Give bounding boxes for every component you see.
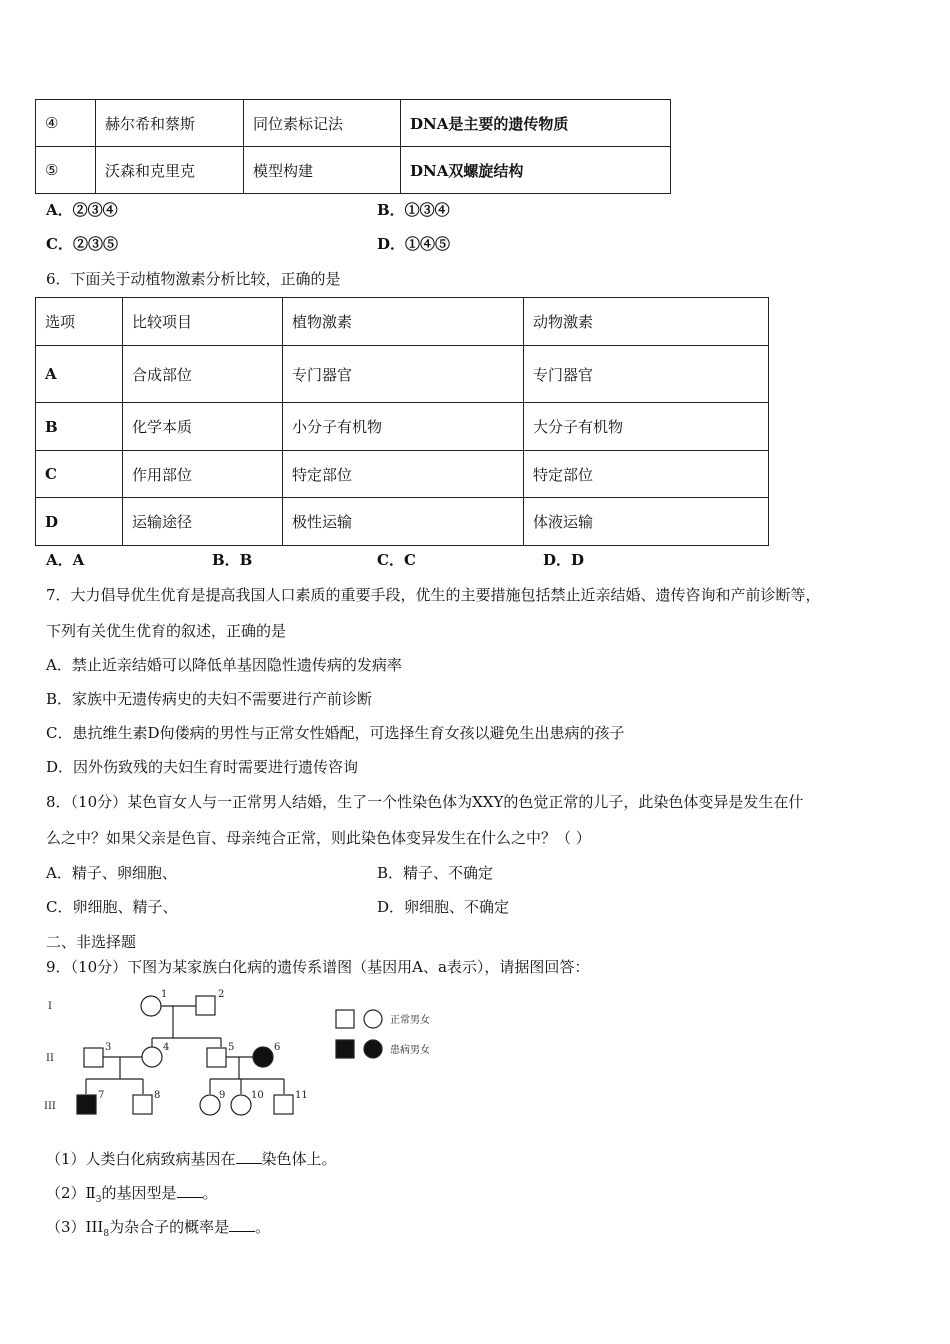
- table-row: [36, 498, 769, 546]
- pedigree-female-6-affected: [253, 1047, 273, 1067]
- table-header-cell: 动物激素: [524, 298, 769, 346]
- pedigree-male-7-affected: [77, 1095, 96, 1114]
- table-cell: ⑤: [36, 147, 96, 194]
- table-cell: 特定部位: [283, 451, 524, 498]
- table-q6: [35, 297, 769, 546]
- q6-option-c: C．C: [377, 551, 416, 569]
- table-cell: 体液运输: [524, 498, 769, 546]
- q5-option-a: A．②③④: [46, 201, 118, 219]
- q9-sub1-text-end: 染色体上。: [261, 1150, 337, 1168]
- member-number: 3: [105, 1042, 112, 1053]
- table-cell: 作用部位: [123, 451, 283, 498]
- q9-sub1: [46, 1148, 337, 1169]
- section-heading: 二、非选择题: [46, 933, 137, 951]
- q9-stem: 9．（10分）下图为某家族白化病的遗传系谱图（基因用A、a表示），请据图回答：: [46, 958, 590, 976]
- q9-sub2-text: （2）Ⅱ: [46, 1184, 96, 1202]
- member-number: 11: [295, 1090, 308, 1101]
- q7-option-a: A．禁止近亲结婚可以降低单基因隐性遗传病的发病率: [46, 656, 402, 674]
- q5-option-b: B．①③④: [377, 201, 450, 219]
- table-header-cell: 植物激素: [283, 298, 524, 346]
- answer-blank[interactable]: [236, 1149, 262, 1164]
- table-header-cell: 选项: [36, 298, 123, 346]
- table-cell: 合成部位: [123, 346, 283, 403]
- table-row: [36, 298, 769, 346]
- pedigree-female-4: [142, 1047, 162, 1067]
- table-cell: 大分子有机物: [524, 403, 769, 451]
- gen-label-1: I: [48, 1001, 52, 1012]
- q5-option-c: C．②③⑤: [46, 235, 118, 253]
- member-number: 1: [161, 989, 168, 1000]
- q7-option-d: D．因外伤致残的夫妇生育时需要进行遗传咨询: [46, 758, 359, 776]
- table-cell: 模型构建: [244, 147, 401, 194]
- legend-affected-male: [336, 1040, 354, 1058]
- q7-option-b: B．家族中无遗传病史的夫妇不需要进行产前诊断: [46, 690, 373, 708]
- pedigree-male-5: [207, 1048, 226, 1067]
- member-number: 8: [154, 1090, 161, 1101]
- table-cell: C: [36, 451, 123, 498]
- table-row: [36, 403, 769, 451]
- member-number: 4: [163, 1042, 170, 1053]
- q6-stem: 6．下面关于动植物激素分析比较，正确的是: [46, 270, 341, 288]
- q7-stem-line2: 下列有关优生优育的叙述，正确的是: [46, 622, 287, 640]
- q8-option-d: D．卵细胞、不确定: [377, 898, 510, 916]
- q9-sub3: [46, 1216, 270, 1239]
- pedigree-male-11: [274, 1095, 293, 1114]
- q9-sub2: [46, 1182, 218, 1205]
- table-cell: 小分子有机物: [283, 403, 524, 451]
- table-row: [36, 100, 671, 147]
- pedigree-diagram: [40, 985, 460, 1120]
- table-cell: DNA双螺旋结构: [401, 147, 671, 194]
- pedigree-male-3: [84, 1048, 103, 1067]
- pedigree-male-2: [196, 996, 215, 1015]
- legend-normal-label: 正常男女: [390, 1015, 430, 1026]
- legend-affected-label: 患病男女: [390, 1045, 430, 1056]
- q6-option-a: A．A: [46, 551, 85, 569]
- table-cell: 极性运输: [283, 498, 524, 546]
- q9-sub2-text-mid: 的基因型是: [101, 1184, 177, 1202]
- table-cell: 赫尔希和蔡斯: [96, 100, 244, 147]
- answer-blank[interactable]: [229, 1217, 255, 1232]
- table-cell: 专门器官: [283, 346, 524, 403]
- table-header-cell: 比较项目: [123, 298, 283, 346]
- table-cell: 特定部位: [524, 451, 769, 498]
- q7-option-c: C．患抗维生素D佝偻病的男性与正常女性婚配，可选择生育女孩以避免生出患病的孩子: [46, 724, 625, 742]
- table-cell: A: [36, 346, 123, 403]
- q9-sub1-text: （1）人类白化病致病基因在: [46, 1150, 236, 1168]
- table-cell: 同位素标记法: [244, 100, 401, 147]
- legend-normal-male: [336, 1010, 354, 1028]
- q6-option-d: D．D: [543, 551, 585, 569]
- gen-label-3: III: [44, 1101, 56, 1112]
- table-cell: ④: [36, 100, 96, 147]
- member-number: 5: [228, 1042, 235, 1053]
- q8-stem-line2: 么之中？如果父亲是色盲、母亲纯合正常，则此染色体变异发生在什么之中？（ ）: [46, 829, 591, 847]
- legend-normal-female: [364, 1010, 382, 1028]
- q7-stem-line1: 7．大力倡导优生优育是提高我国人口素质的重要手段，优生的主要措施包括禁止近亲结婚、遗传咨询和产前诊断等，: [46, 586, 821, 604]
- table-row: [36, 451, 769, 498]
- q8-option-c: C．卵细胞、精子、: [46, 898, 178, 916]
- pedigree-female-9: [200, 1095, 220, 1115]
- pedigree-female-1: [141, 996, 161, 1016]
- q9-sub2-subscript: 3: [95, 1195, 102, 1205]
- table-row: [36, 346, 769, 403]
- member-number: 10: [251, 1090, 264, 1101]
- table-cell: B: [36, 403, 123, 451]
- member-number: 9: [219, 1090, 226, 1101]
- pedigree-male-8: [133, 1095, 152, 1114]
- q5-option-d: D．①④⑤: [377, 235, 451, 253]
- q9-sub2-text-end: 。: [202, 1184, 218, 1202]
- q8-option-b: B．精子、不确定: [377, 864, 494, 882]
- table-cell: 沃森和克里克: [96, 147, 244, 194]
- answer-blank[interactable]: [177, 1183, 203, 1198]
- q6-option-b: B．B: [212, 551, 253, 569]
- table-cell: 化学本质: [123, 403, 283, 451]
- pedigree-female-10: [231, 1095, 251, 1115]
- q9-sub3-text-mid: 为杂合子的概率是: [109, 1218, 230, 1236]
- table-cell: 运输途径: [123, 498, 283, 546]
- q9-sub3-text: （3）III: [46, 1218, 104, 1236]
- q8-stem-line1: 8．（10分）某色盲女人与一正常男人结婚，生了一个性染色体为XXY的色觉正常的儿子，此染色体变异是发生在什: [46, 793, 804, 811]
- gen-label-2: II: [46, 1053, 54, 1064]
- table-cell: DNA是主要的遗传物质: [401, 100, 671, 147]
- legend-affected-female: [364, 1040, 382, 1058]
- table-cell: D: [36, 498, 123, 546]
- q8-option-a: A．精子、卵细胞、: [46, 864, 177, 882]
- table-row: [36, 147, 671, 194]
- table-q5: [35, 99, 671, 194]
- q9-sub3-subscript: 8: [103, 1229, 110, 1239]
- member-number: 2: [218, 989, 225, 1000]
- member-number: 7: [98, 1090, 105, 1101]
- member-number: 6: [274, 1042, 281, 1053]
- q9-sub3-text-end: 。: [255, 1218, 271, 1236]
- table-cell: 专门器官: [524, 346, 769, 403]
